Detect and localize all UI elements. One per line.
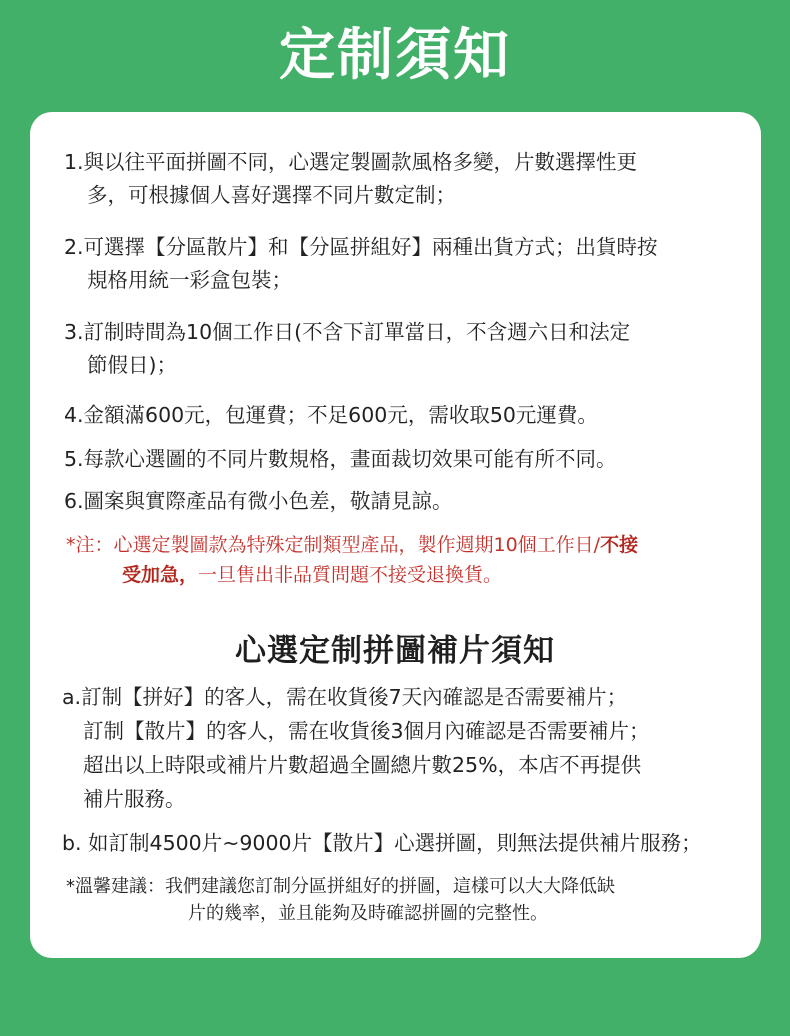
supplement-item-b (62, 826, 752, 860)
supplement-b-line1: b. 如訂制4500片~9000片【散片】心選拼圖，則無法提供補片服務； (62, 831, 702, 855)
notice-item-3-line1: 3.訂制時間為10個工作日(不含下訂單當日，不含週六日和法定 (64, 320, 631, 344)
notice-item-3-line2: 節假日)； (87, 353, 177, 377)
note-line2 (66, 560, 726, 590)
notice-item-4 (64, 399, 724, 432)
notice-item-6-line1: 6.圖案與實際產品有微小色差，敬請見諒。 (64, 489, 453, 513)
tip-line1: *溫馨建議：我們建議您訂制分區拼組好的拼圖，這樣可以大大降低缺 (66, 876, 615, 897)
supplement-a-line4: 補片服務。 (83, 787, 186, 811)
supplement-a-line3: 超出以上時限或補片片數超過全圖總片數25%，本店不再提供 (83, 753, 642, 777)
note-line2-plain: 一旦售出非品質問題不接受退換貨。 (198, 564, 503, 586)
page-title: 定制須知 (279, 23, 511, 88)
important-note (66, 530, 726, 590)
notice-item-5-line1: 5.每款心選圖的不同片數規格，畫面裁切效果可能有所不同。 (64, 447, 617, 471)
notice-item-2 (64, 231, 724, 297)
warm-tip (66, 873, 746, 927)
notice-item-2-line1: 2.可選擇【分區散片】和【分區拼組好】兩種出貨方式；出貨時按 (64, 235, 658, 259)
notice-item-4-line1: 4.金額滿600元，包運費；不足600元，需收取50元運費。 (64, 403, 598, 427)
notice-item-5 (64, 443, 724, 476)
notice-item-3 (64, 316, 724, 382)
supplement-a-line1: a.訂制【拼好】的客人，需在收貨後7天內確認是否需要補片； (62, 685, 628, 709)
notice-item-2-line2: 規格用統一彩盒包裝； (87, 268, 292, 292)
note-line1-bold: 不接 (600, 534, 639, 556)
note-line2-bold: 受加急， (122, 564, 199, 586)
notice-item-1-line2: 多，可根據個人喜好選擇不同片數定制； (87, 183, 456, 207)
supplement-a-line2: 訂制【散片】的客人，需在收貨後3個月內確認是否需要補片； (83, 719, 650, 743)
note-line1-plain: *注：心選定製圖款為特殊定制類型產品，製作週期10個工作日/ (66, 534, 601, 556)
tip-line2: 片的幾率，並且能夠及時確認拼圖的完整性。 (188, 903, 548, 924)
supplement-item-a (62, 680, 752, 816)
notice-item-1-line1: 1.與以往平面拼圖不同，心選定製圖款風格多變，片數選擇性更 (64, 150, 638, 174)
notice-item-6 (64, 485, 724, 518)
section-title: 心選定制拼圖補片須知 (235, 633, 555, 669)
notice-item-1 (64, 146, 724, 212)
